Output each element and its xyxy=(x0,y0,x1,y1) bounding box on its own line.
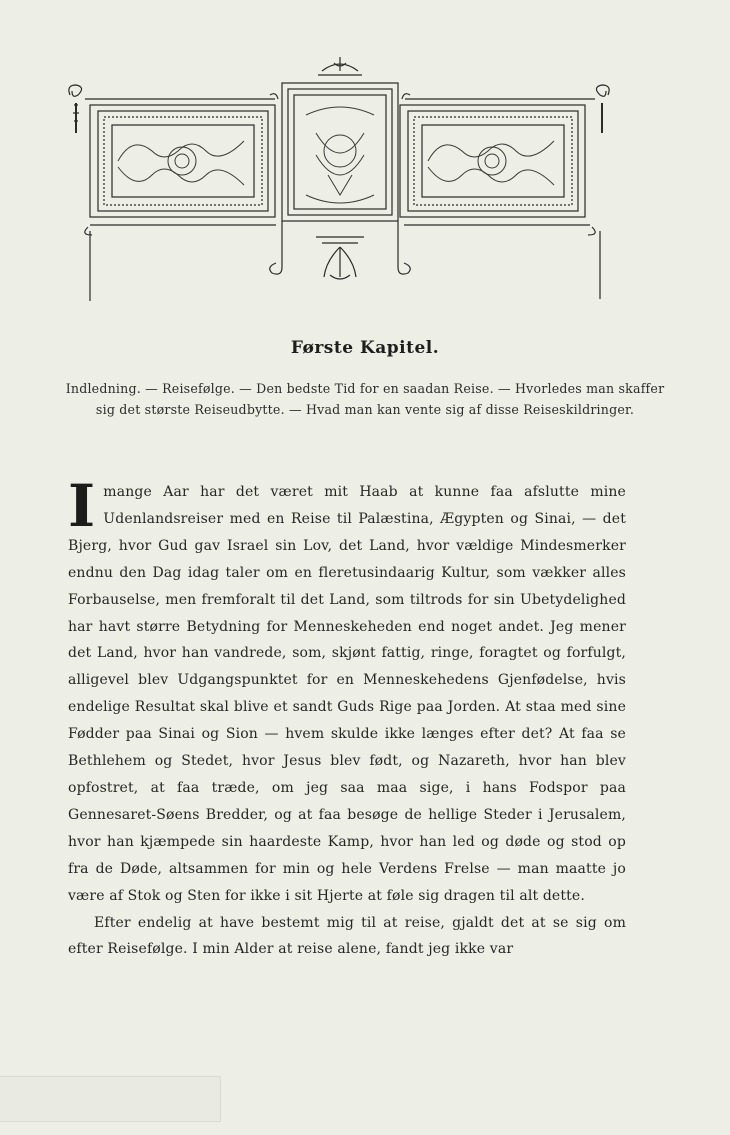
chapter-summary: Indledning. — Reisefølge. — Den bedste Tid for en saadan Reise. — Hvorledes man skaffer sig det største Reiseudbytte. — Hvad man kan vente sig af disse Reiseskildringer. xyxy=(65,381,665,417)
paragraph-2: Efter endelig at have bestemt mig til at reise, gjaldt det at se sig om efter Reisefølge. I min Alder at reise alene, fandt jeg ikke var xyxy=(68,914,626,958)
body-text xyxy=(68,472,626,963)
page-edge-shadow xyxy=(0,1076,221,1122)
drop-cap: I xyxy=(68,472,96,540)
decorative-header-ornament xyxy=(60,55,620,305)
paragraph-1 xyxy=(68,472,626,910)
paragraph-1-text: mange Aar har det været mit Haab at kunne faa afslutte mine Udenlandsreiser med en Reise til Palæstina, Ægypten og Sinai, — det Bjerg, hvor Gud gav Israel sin Lov, det Land, hvor vældige Mindesmerker endnu den Dag idag taler om en fleretusindaarig Kultur, som vækker alles Forbauselse, men fremforalt til det Land, som tiltrods for sin Ubetydelighed har havt større Betydning for Menneskeheden end noget andet. Jeg mener det Land, hvor han vandrede, som, skjønt fattig, ringe, foragtet og forfulgt, alligevel blev Udgangspunktet for en Menneskehedens Gjenfødelse, hvis endelige Resultat skal blive et sandt Guds Rige paa Jorden. At staa med sine Fødder paa Sinai og Sion — hvem skulde ikke længes efter det? At faa se Bethlehem og Stedet, hvor Jesus blev født, og Nazareth, hvor han blev opfostret, at faa træde, om jeg saa maa sige, i hans Fodspor paa Gennesaret-Søens Bredder, og at faa besøge de hellige Steder i Jerusalem, hvor han kjæmpede sin haardeste Kamp, hvor han led og døde og stod op fra de Døde, altsammen for min og hele Verdens Frelse — man maatte jo være af Stok og Sten for ikke i sit Hjerte at føle sig dragen til alt dette. xyxy=(68,484,626,904)
chapter-title: Første Kapitel. xyxy=(290,338,440,358)
